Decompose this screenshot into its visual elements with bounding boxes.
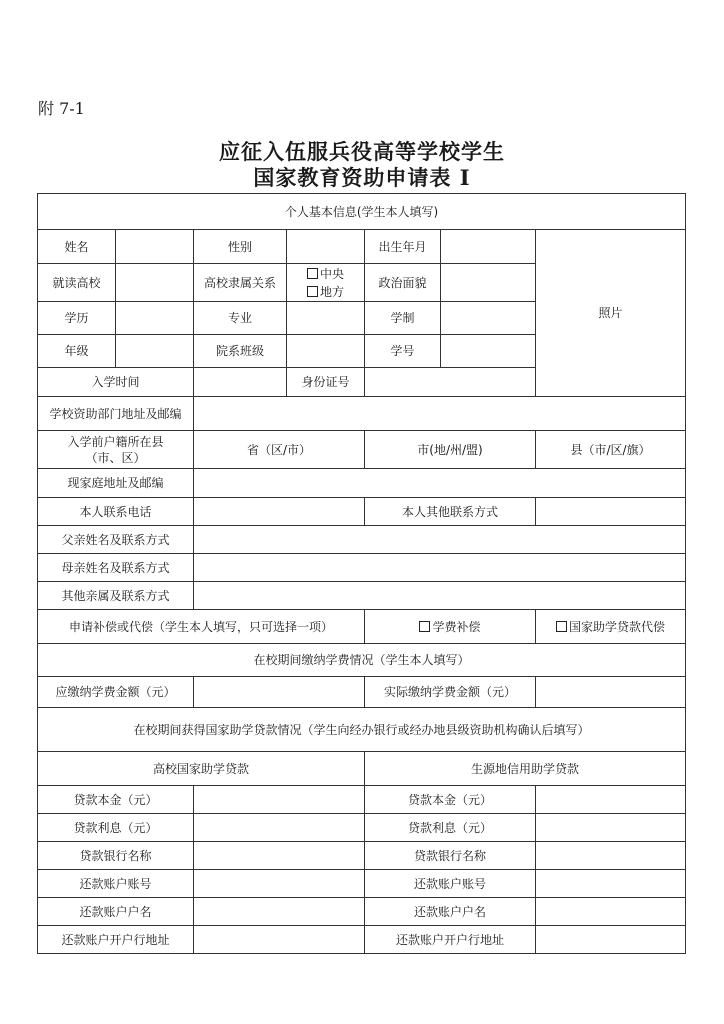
label-other-contact: 本人其他联系方式 xyxy=(365,498,536,526)
label-political: 政治面貌 xyxy=(365,264,441,302)
field-enroll-time[interactable] xyxy=(194,368,287,397)
label-tuition-paid: 实际缴纳学费金额（元） xyxy=(365,677,536,708)
label-affiliation: 高校隶属关系 xyxy=(194,264,287,302)
checkbox-square-icon xyxy=(419,621,430,632)
field-principal-school[interactable] xyxy=(194,786,365,814)
checkbox-square-icon xyxy=(556,621,567,632)
label-principal-school: 贷款本金（元） xyxy=(38,786,194,814)
label-grade: 年级 xyxy=(38,335,116,368)
label-home-addr: 现家庭地址及邮编 xyxy=(38,469,194,498)
field-principal-credit[interactable] xyxy=(536,786,686,814)
label-interest-credit: 贷款利息（元） xyxy=(365,814,536,842)
label-birth: 出生年月 xyxy=(365,230,441,264)
label-tuition-due: 应缴纳学费金额（元） xyxy=(38,677,194,708)
label-branch-addr-credit: 还款账户开户行地址 xyxy=(365,926,536,954)
field-grade[interactable] xyxy=(116,335,194,368)
section-personal-info: 个人基本信息(学生本人填写) xyxy=(38,194,686,230)
label-education: 学历 xyxy=(38,302,116,335)
field-student-no[interactable] xyxy=(441,335,536,368)
field-city[interactable]: 市(地/州/盟) xyxy=(365,431,536,469)
label-bank-credit: 贷款银行名称 xyxy=(365,842,536,870)
field-affiliation xyxy=(287,264,365,302)
field-account-name-school[interactable] xyxy=(194,898,365,926)
field-major[interactable] xyxy=(287,302,365,335)
checkbox-square-icon xyxy=(307,268,318,279)
field-account-name-credit[interactable] xyxy=(536,898,686,926)
label-id-no: 身份证号 xyxy=(287,368,365,397)
label-student-no: 学号 xyxy=(365,335,441,368)
label-account-no-credit: 还款账户账号 xyxy=(365,870,536,898)
label-account-name-credit: 还款账户户名 xyxy=(365,898,536,926)
field-branch-addr-credit[interactable] xyxy=(536,926,686,954)
appendix-label: 附 7-1 xyxy=(38,99,85,118)
label-interest-school: 贷款利息（元） xyxy=(38,814,194,842)
photo-box[interactable]: 照片 xyxy=(536,230,686,397)
field-school[interactable] xyxy=(116,264,194,302)
form-title-line2: 国家教育资助申请表 I xyxy=(253,165,471,190)
field-phone[interactable] xyxy=(194,498,365,526)
label-account-name-school: 还款账户户名 xyxy=(38,898,194,926)
label-father: 父亲姓名及联系方式 xyxy=(38,526,194,554)
field-interest-credit[interactable] xyxy=(536,814,686,842)
header-school-loan: 高校国家助学贷款 xyxy=(38,752,365,786)
field-dept-class[interactable] xyxy=(287,335,365,368)
field-education[interactable] xyxy=(116,302,194,335)
field-bank-school[interactable] xyxy=(194,842,365,870)
field-name[interactable] xyxy=(116,230,194,264)
field-province[interactable]: 省（区/市） xyxy=(194,431,365,469)
field-id-no[interactable] xyxy=(365,368,536,397)
field-other-contact[interactable] xyxy=(536,498,686,526)
option-tuition-comp[interactable]: 学费补偿 xyxy=(365,610,536,644)
field-tuition-paid[interactable] xyxy=(536,677,686,708)
label-mother: 母亲姓名及联系方式 xyxy=(38,554,194,582)
label-major: 专业 xyxy=(194,302,287,335)
label-apply: 申请补偿或代偿（学生本人填写，只可选择一项） xyxy=(38,610,365,644)
field-birth[interactable] xyxy=(441,230,536,264)
field-political[interactable] xyxy=(441,264,536,302)
field-bank-credit[interactable] xyxy=(536,842,686,870)
option-loan-repay[interactable]: 国家助学贷款代偿 xyxy=(536,610,686,644)
field-mother[interactable] xyxy=(194,554,686,582)
label-phone: 本人联系电话 xyxy=(38,498,194,526)
field-relatives[interactable] xyxy=(194,582,686,610)
field-branch-addr-school[interactable] xyxy=(194,926,365,954)
label-hukou: 入学前户籍所在县 （市、区） xyxy=(38,431,194,469)
label-branch-addr-school: 还款账户开户行地址 xyxy=(38,926,194,954)
checkbox-local[interactable]: 地方 xyxy=(307,283,344,301)
label-duration: 学制 xyxy=(365,302,441,335)
label-dept-class: 院系班级 xyxy=(194,335,287,368)
form-title-line1: 应征入伍服兵役高等学校学生 xyxy=(219,139,505,164)
application-form-table xyxy=(37,193,686,954)
field-duration[interactable] xyxy=(441,302,536,335)
field-tuition-due[interactable] xyxy=(194,677,365,708)
section-tuition: 在校期间缴纳学费情况（学生本人填写） xyxy=(38,644,686,677)
checkbox-central[interactable]: 中央 xyxy=(307,265,344,283)
field-home-addr[interactable] xyxy=(194,469,686,498)
field-county[interactable]: 县（市/区/旗） xyxy=(536,431,686,469)
field-aid-dept[interactable] xyxy=(194,397,686,431)
label-gender: 性别 xyxy=(194,230,287,264)
label-aid-dept: 学校资助部门地址及邮编 xyxy=(38,397,194,431)
label-name: 姓名 xyxy=(38,230,116,264)
field-father[interactable] xyxy=(194,526,686,554)
label-account-no-school: 还款账户账号 xyxy=(38,870,194,898)
field-account-no-school[interactable] xyxy=(194,870,365,898)
field-account-no-credit[interactable] xyxy=(536,870,686,898)
field-gender[interactable] xyxy=(287,230,365,264)
section-loan: 在校期间获得国家助学贷款情况（学生向经办银行或经办地县级资助机构确认后填写） xyxy=(38,708,686,752)
field-interest-school[interactable] xyxy=(194,814,365,842)
label-relatives: 其他亲属及联系方式 xyxy=(38,582,194,610)
header-credit-loan: 生源地信用助学贷款 xyxy=(365,752,686,786)
label-principal-credit: 贷款本金（元） xyxy=(365,786,536,814)
label-bank-school: 贷款银行名称 xyxy=(38,842,194,870)
checkbox-square-icon xyxy=(307,286,318,297)
label-school: 就读高校 xyxy=(38,264,116,302)
label-enroll-time: 入学时间 xyxy=(38,368,194,397)
